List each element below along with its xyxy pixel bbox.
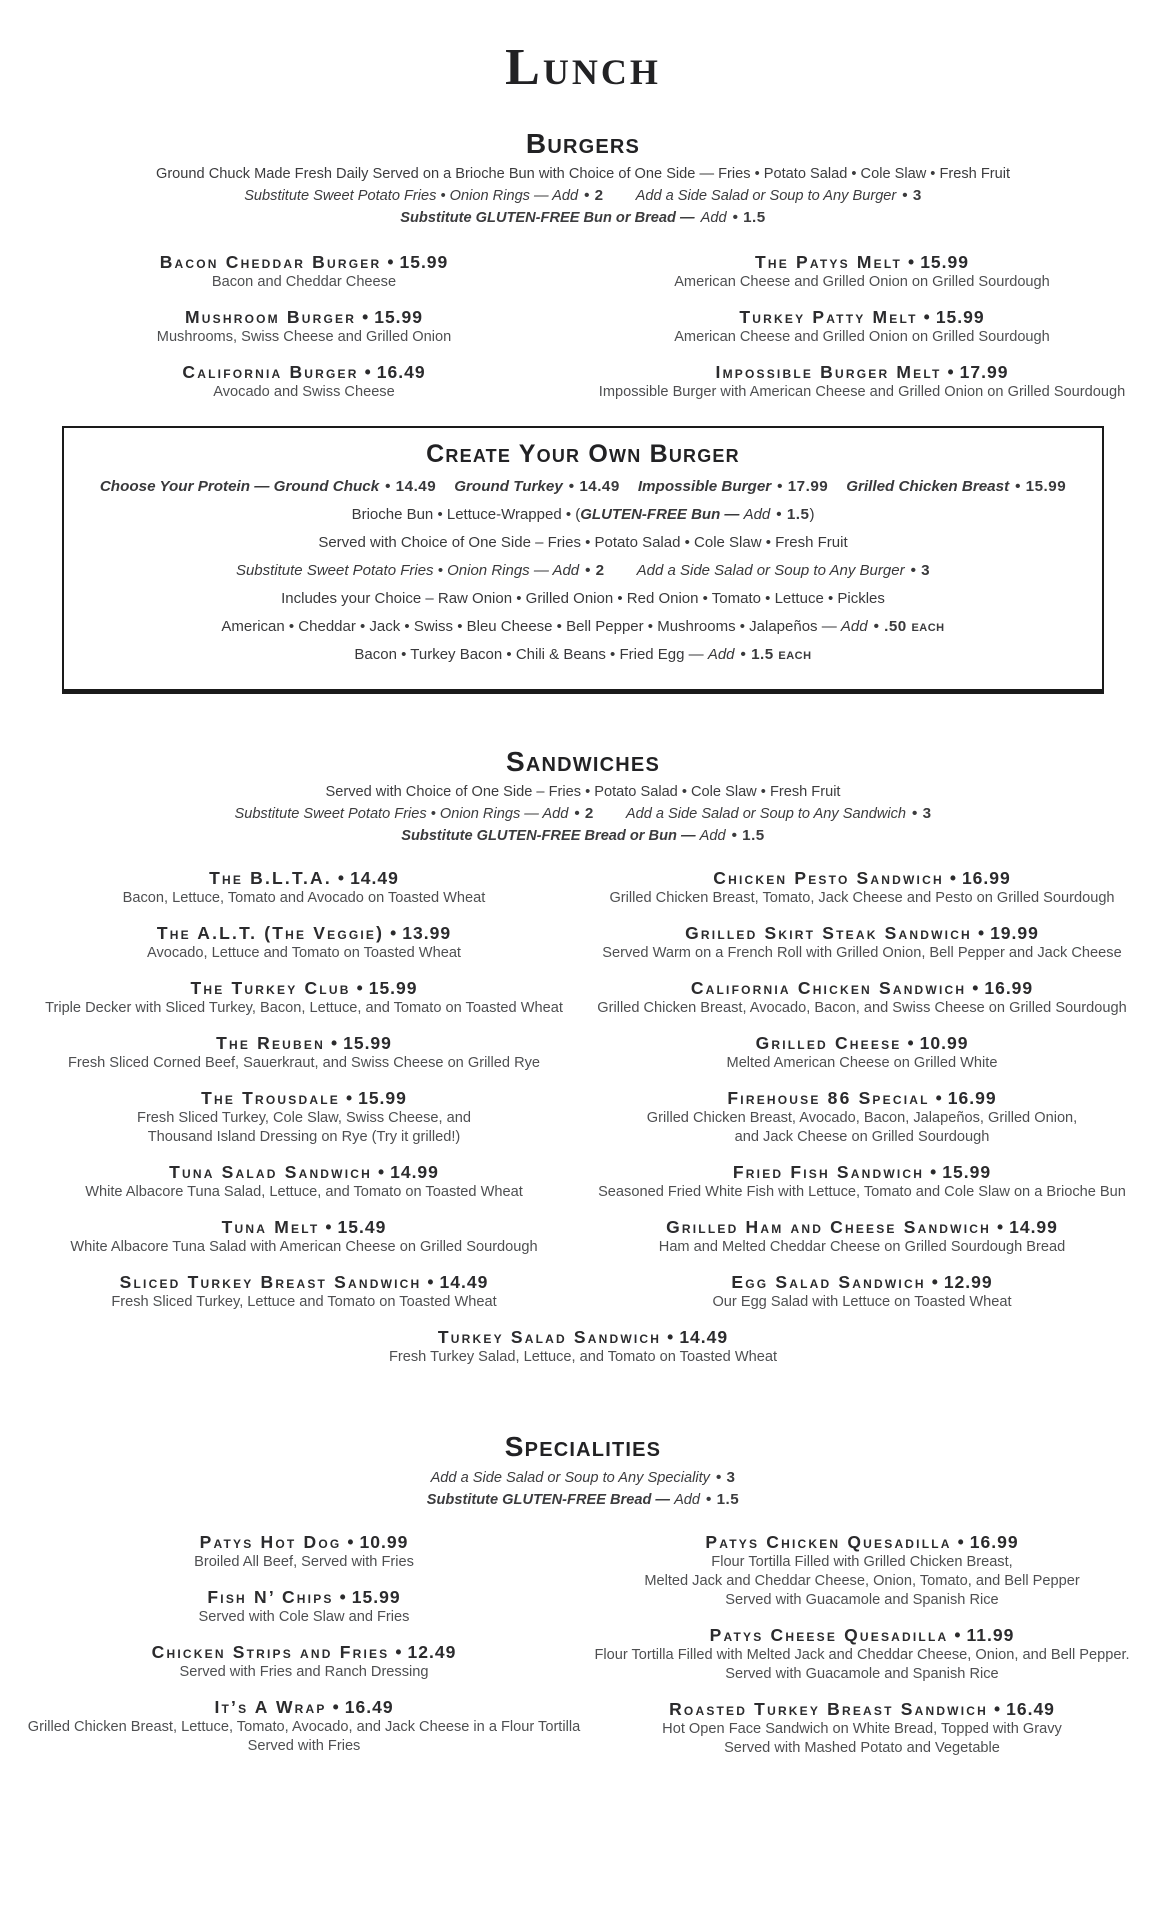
menu-item <box>25 1326 1141 1367</box>
menu-item <box>583 361 1141 402</box>
item-name: Egg Salad Sandwich <box>731 1272 926 1292</box>
item-name-price <box>25 1216 583 1238</box>
sandwiches-right-column <box>583 867 1141 1326</box>
menu-item <box>583 251 1141 292</box>
item-name-price <box>583 977 1141 999</box>
item-name: Mushroom Burger <box>184 307 357 327</box>
item-price: 15.99 <box>920 252 969 272</box>
item-description: White Albacore Tuna Salad, Lettuce, and Tomato on Toasted Wheat <box>85 1184 523 1200</box>
gluten-free-price: • 1.5 <box>706 1491 740 1508</box>
protein-price: • 17.99 <box>777 478 829 495</box>
item-name-price <box>25 1271 583 1293</box>
item-description: Mushrooms, Swiss Cheese and Grilled Onion <box>156 329 452 345</box>
price-separator: • <box>356 978 363 998</box>
item-name-price <box>25 1531 583 1553</box>
menu-item <box>583 1624 1141 1684</box>
price-separator: • <box>390 923 397 943</box>
item-name-price <box>583 361 1141 383</box>
menu-item <box>583 1531 1141 1610</box>
item-price: 15.99 <box>399 252 449 272</box>
item-name: Grilled Cheese <box>755 1033 902 1053</box>
item-description: Broiled All Beef, Served with Fries <box>194 1554 414 1570</box>
item-name: Impossible Burger Melt <box>715 362 942 382</box>
item-price: 11.99 <box>966 1625 1015 1645</box>
item-name: Patys Chicken Quesadilla <box>705 1532 952 1552</box>
item-name: Grilled Skirt Steak Sandwich <box>685 923 972 943</box>
item-price: 13.99 <box>402 923 452 943</box>
item-name: California Burger <box>182 362 359 382</box>
menu-item <box>25 1161 583 1202</box>
item-name-price <box>25 1326 1141 1348</box>
item-description: Fresh Sliced Turkey, Lettuce and Tomato on Toasted Wheat <box>111 1294 497 1310</box>
menu-item <box>583 1161 1141 1202</box>
item-price: 14.99 <box>1009 1217 1058 1237</box>
menu-item <box>583 306 1141 347</box>
premium-toppings-line <box>82 645 1084 665</box>
menu-item <box>583 922 1141 963</box>
item-name: The Patys Melt <box>755 252 903 272</box>
item-name-price <box>25 1586 583 1608</box>
add-salad-price: • 3 <box>902 187 922 204</box>
item-description: Served with Cole Slaw and Fries <box>198 1609 410 1625</box>
price-separator: • <box>977 923 985 943</box>
item-price: 19.99 <box>990 923 1039 943</box>
item-name: Chicken Pesto Sandwich <box>713 868 944 888</box>
bun-options-line <box>82 505 1084 525</box>
burgers-gluten-free-line <box>40 207 1126 229</box>
toppings-text: American • Cheddar • Jack • Swiss • Bleu Cheese • Bell Pepper • Mushrooms • Jalapeños — <box>221 618 841 635</box>
price-separator: • <box>908 252 915 272</box>
item-description: Grilled Chicken Breast, Lettuce, Tomato, Avocado, and Jack Cheese in a Flour Tortilla <box>27 1719 581 1735</box>
item-name-price <box>583 1032 1141 1054</box>
gluten-free-text: Substitute GLUTEN-FREE Bun or Bread — <box>400 210 695 226</box>
price-separator: • <box>345 1088 353 1108</box>
price-separator: • <box>947 362 954 382</box>
menu-item <box>25 1032 583 1073</box>
item-price: 15.49 <box>337 1217 387 1237</box>
item-description: Served with Fries <box>247 1738 361 1754</box>
item-description: Impossible Burger with American Cheese and Grilled Onion on Grilled Sourdough <box>598 384 1126 400</box>
item-name-price <box>25 1641 583 1663</box>
bun-options-text: Brioche Bun • Lettuce-Wrapped • ( <box>351 506 581 523</box>
specialities-add-salad-line <box>40 1467 1126 1489</box>
item-price: 17.99 <box>959 362 1009 382</box>
bun-options-close: ) <box>809 506 815 523</box>
menu-item <box>25 1216 583 1257</box>
item-description: Served with Guacamole and Spanish Rice <box>725 1666 999 1682</box>
item-description: Grilled Chicken Breast, Avocado, Bacon, and Swiss Cheese on Grilled Sourdough <box>597 1000 1127 1016</box>
specialities-gluten-free-line <box>40 1489 1126 1511</box>
price-separator: • <box>362 307 369 327</box>
item-name: California Chicken Sandwich <box>690 978 967 998</box>
substitute-fries-price: • 2 <box>574 805 594 822</box>
item-name-price <box>25 1032 583 1054</box>
price-separator: • <box>339 1587 346 1607</box>
item-price: 16.99 <box>961 868 1011 888</box>
item-name: Grilled Ham and Cheese Sandwich <box>666 1217 991 1237</box>
item-price: 16.49 <box>344 1697 394 1717</box>
gluten-free-add: Add <box>674 1492 701 1508</box>
item-description: Served Warm on a French Roll with Grilled Onion, Bell Pepper and Jack Cheese <box>602 945 1122 961</box>
add-salad-price: • 3 <box>910 562 931 579</box>
price-separator: • <box>330 1033 338 1053</box>
item-price: 16.99 <box>984 978 1034 998</box>
item-name-price <box>583 1698 1141 1720</box>
item-price: 15.99 <box>942 1162 992 1182</box>
menu-item <box>25 251 583 292</box>
burgers-left-column <box>25 251 583 416</box>
item-description: White Albacore Tuna Salad with American Cheese on Grilled Sourdough <box>70 1239 538 1255</box>
item-name: The Reuben <box>216 1033 325 1053</box>
item-name-price <box>25 922 583 944</box>
protein-price: • 15.99 <box>1015 478 1067 495</box>
item-name-price <box>25 306 583 328</box>
gluten-free-bun-add: Add <box>743 506 771 523</box>
item-price: 15.99 <box>374 307 424 327</box>
item-price: 16.99 <box>969 1532 1019 1552</box>
item-name-price <box>25 251 583 273</box>
item-description: Fresh Sliced Corned Beef, Sauerkraut, and Swiss Cheese on Grilled Rye <box>67 1055 541 1071</box>
item-price: 16.49 <box>376 362 426 382</box>
item-name: Fish N’ Chips <box>207 1587 334 1607</box>
protein-option: Grilled Chicken Breast <box>846 478 1010 495</box>
specialities-columns <box>25 1531 1141 1772</box>
item-price: 12.99 <box>943 1272 993 1292</box>
item-name-price <box>583 867 1141 889</box>
sandwiches-substitution-line <box>40 803 1126 825</box>
item-description: Flour Tortilla Filled with Melted Jack and Cheddar Cheese, Onion, and Bell Pepper. <box>594 1647 1130 1663</box>
add-salad-text: Add a Side Salad or Soup to Any Burger <box>635 188 897 204</box>
item-name-price <box>583 1271 1141 1293</box>
price-separator: • <box>907 1033 914 1053</box>
item-description: Our Egg Salad with Lettuce on Toasted Wheat <box>712 1294 1012 1310</box>
item-name: Turkey Salad Sandwich <box>437 1327 662 1347</box>
substitute-fries-text: Substitute Sweet Potato Fries • Onion Rings — Add <box>234 806 569 822</box>
menu-item <box>25 1531 583 1572</box>
burgers-substitution-line <box>40 185 1126 207</box>
substitute-fries-text: Substitute Sweet Potato Fries • Onion Rings — Add <box>244 188 579 204</box>
menu-item <box>25 1586 583 1627</box>
gluten-free-text: Substitute GLUTEN-FREE Bread — <box>426 1492 675 1508</box>
protein-option: Impossible Burger <box>637 478 772 495</box>
item-description: Served with Fries and Ranch Dressing <box>179 1664 429 1680</box>
item-name: The Trousdale <box>201 1088 340 1108</box>
item-description: Served with Mashed Potato and Vegetable <box>724 1740 1000 1756</box>
section-heading-sandwiches: Sandwiches <box>505 746 660 777</box>
protein-price: • 14.49 <box>568 478 620 495</box>
section-heading-specialities: Specialities <box>504 1431 662 1462</box>
item-price: 15.99 <box>343 1033 392 1053</box>
toppings-line <box>82 617 1084 637</box>
gluten-free-add: Add <box>699 828 726 844</box>
price-separator: • <box>931 1272 938 1292</box>
price-separator: • <box>930 1162 937 1182</box>
item-description: Grilled Chicken Breast, Avocado, Bacon, Jalapeños, Grilled Onion, <box>646 1110 1078 1126</box>
page-title: Lunch <box>505 39 661 96</box>
protein-option: Ground Turkey <box>454 478 563 495</box>
protein-price: • 14.49 <box>385 478 437 495</box>
price-separator: • <box>347 1532 354 1552</box>
gluten-free-add: Add <box>700 210 727 226</box>
item-price: 14.49 <box>350 868 399 888</box>
item-name: Firehouse 86 Special <box>727 1088 930 1108</box>
add-salad-text: Add a Side Salad or Soup to Any Speciality <box>430 1470 710 1486</box>
create-your-own-burger-box <box>62 426 1104 694</box>
add-salad-text: Add a Side Salad or Soup to Any Burger <box>636 562 905 579</box>
item-description: American Cheese and Grilled Onion on Grilled Sourdough <box>674 329 1050 345</box>
item-description: Seasoned Fried White Fish with Lettuce, Tomato and Cole Slaw on a Brioche Bun <box>598 1184 1126 1200</box>
item-name: Fried Fish Sandwich <box>732 1162 925 1182</box>
menu-item <box>25 1641 583 1682</box>
item-name-price <box>25 361 583 383</box>
burgers-columns <box>25 251 1141 416</box>
item-price: 14.49 <box>439 1272 489 1292</box>
item-name-price <box>583 306 1141 328</box>
section-heading-create-your-own: Create Your Own Burger <box>426 440 740 468</box>
gluten-free-bun-price: • 1.5 <box>776 506 810 523</box>
menu-item <box>583 1271 1141 1312</box>
menu-item <box>583 1087 1141 1147</box>
item-price: 12.49 <box>407 1642 457 1662</box>
price-separator: • <box>949 868 956 888</box>
price-separator: • <box>667 1327 674 1347</box>
item-price: 10.99 <box>919 1033 969 1053</box>
item-name-price <box>583 1216 1141 1238</box>
toppings-price: • .50 each <box>873 618 945 635</box>
item-description: Fresh Sliced Turkey, Cole Slaw, Swiss Cheese, and <box>137 1110 471 1126</box>
price-separator: • <box>395 1642 402 1662</box>
menu-item <box>25 1696 583 1756</box>
protein-label: Choose Your Protein — <box>99 478 274 495</box>
menu-item <box>583 867 1141 908</box>
menu-item <box>583 1216 1141 1257</box>
item-price: 14.49 <box>679 1327 729 1347</box>
item-name: Roasted Turkey Breast Sandwich <box>669 1699 988 1719</box>
item-name-price <box>583 1531 1141 1553</box>
section-heading-burgers: Burgers <box>525 128 641 159</box>
item-price: 10.99 <box>359 1532 409 1552</box>
price-separator: • <box>957 1532 964 1552</box>
item-name-price <box>583 251 1141 273</box>
item-price: 15.99 <box>368 978 418 998</box>
item-name: Bacon Cheddar Burger <box>159 252 382 272</box>
substitution-line <box>82 561 1084 581</box>
item-name: Chicken Strips and Fries <box>151 1642 390 1662</box>
sandwiches-intro-line: Served with Choice of One Side – Fries • Potato Salad • Cole Slaw • Fresh Fruit <box>325 784 841 800</box>
price-separator: • <box>364 362 371 382</box>
item-description: Ham and Melted Cheddar Cheese on Grilled Sourdough Bread <box>658 1239 1066 1255</box>
burgers-right-column <box>583 251 1141 416</box>
item-name: Sliced Turkey Breast Sandwich <box>119 1272 422 1292</box>
item-description: Avocado and Swiss Cheese <box>213 384 395 400</box>
item-description: Flour Tortilla Filled with Grilled Chicken Breast, <box>711 1554 1013 1570</box>
price-separator: • <box>954 1625 961 1645</box>
menu-item <box>25 361 583 402</box>
item-name-price <box>583 922 1141 944</box>
burgers-intro-line: Ground Chuck Made Fresh Daily Served on a Brioche Bun with Choice of One Side — Fries • Potato Salad • Cole Slaw • Fresh Fruit <box>155 166 1011 182</box>
item-description: Grilled Chicken Breast, Tomato, Jack Cheese and Pesto on Grilled Sourdough <box>609 890 1115 906</box>
includes-line: Includes your Choice – Raw Onion • Grilled Onion • Red Onion • Tomato • Lettuce • Pickles <box>281 590 885 607</box>
gluten-free-text: Substitute GLUTEN-FREE Bread or Bun — <box>401 828 700 844</box>
item-price: 14.99 <box>390 1162 439 1182</box>
menu-item <box>25 867 583 908</box>
substitute-fries-price: • 2 <box>584 187 604 204</box>
price-separator: • <box>377 1162 385 1182</box>
gluten-free-price: • 1.5 <box>731 827 765 844</box>
item-price: 15.99 <box>351 1587 401 1607</box>
menu-item <box>25 977 583 1018</box>
item-name-price <box>25 977 583 999</box>
price-separator: • <box>427 1272 434 1292</box>
price-separator: • <box>972 978 979 998</box>
toppings-add: Add <box>840 618 868 635</box>
price-separator: • <box>935 1088 942 1108</box>
menu-item <box>583 977 1141 1018</box>
item-name: The B.L.T.A. <box>209 868 332 888</box>
gluten-free-bun-text: GLUTEN-FREE Bun — <box>580 506 744 523</box>
menu-item <box>583 1698 1141 1758</box>
protein-option: Ground Chuck <box>273 478 380 495</box>
add-salad-price: • 3 <box>912 805 932 822</box>
specialities-right-column <box>583 1531 1141 1772</box>
item-price: 16.99 <box>947 1088 997 1108</box>
item-name: Patys Cheese Quesadilla <box>709 1625 949 1645</box>
price-separator: • <box>337 868 345 888</box>
menu-item <box>25 306 583 347</box>
price-separator: • <box>325 1217 332 1237</box>
add-salad-price: • 3 <box>715 1469 736 1486</box>
item-price: 16.49 <box>1006 1699 1055 1719</box>
item-name-price <box>583 1624 1141 1646</box>
menu-item <box>25 1271 583 1312</box>
price-separator: • <box>387 252 394 272</box>
item-name-price <box>25 1161 583 1183</box>
item-name-price <box>583 1087 1141 1109</box>
item-description: and Jack Cheese on Grilled Sourdough <box>734 1129 990 1145</box>
item-name: It’s A Wrap <box>214 1697 327 1717</box>
item-description: Bacon and Cheddar Cheese <box>211 274 397 290</box>
item-description: Served with Guacamole and Spanish Rice <box>725 1592 999 1608</box>
premium-toppings-price: • 1.5 each <box>740 646 812 663</box>
item-description: Thousand Island Dressing on Rye (Try it grilled!) <box>147 1129 461 1145</box>
item-description: Hot Open Face Sandwich on White Bread, Topped with Gravy <box>662 1721 1062 1737</box>
item-name-price <box>25 1087 583 1109</box>
item-name: Turkey Patty Melt <box>739 307 918 327</box>
menu-item <box>25 1087 583 1147</box>
item-price: 15.99 <box>358 1088 407 1108</box>
item-description: Melted American Cheese on Grilled White <box>726 1055 998 1071</box>
item-description: Fresh Turkey Salad, Lettuce, and Tomato on Toasted Wheat <box>388 1349 778 1365</box>
premium-toppings-add: Add <box>707 646 735 663</box>
menu-item <box>583 1032 1141 1073</box>
substitute-fries-text: Substitute Sweet Potato Fries • Onion Rings — Add <box>235 562 580 579</box>
item-name: Tuna Melt <box>221 1217 320 1237</box>
item-description: Bacon, Lettuce, Tomato and Avocado on Toasted Wheat <box>122 890 486 906</box>
item-price: 15.99 <box>935 307 985 327</box>
add-salad-text: Add a Side Salad or Soup to Any Sandwich <box>625 806 907 822</box>
item-name-price <box>25 1696 583 1718</box>
item-description: American Cheese and Grilled Onion on Grilled Sourdough <box>674 274 1050 290</box>
item-name-price <box>25 867 583 889</box>
menu-item <box>25 922 583 963</box>
specialities-left-column <box>25 1531 583 1772</box>
item-description: Melted Jack and Cheddar Cheese, Onion, Tomato, and Bell Pepper <box>644 1573 1080 1589</box>
premium-toppings-text: Bacon • Turkey Bacon • Chili & Beans • Fried Egg — <box>354 646 708 663</box>
sandwiches-gluten-free-line <box>40 825 1126 847</box>
item-name: The A.L.T. (The Veggie) <box>156 923 385 943</box>
price-separator: • <box>332 1697 339 1717</box>
sides-line: Served with Choice of One Side – Fries • Potato Salad • Cole Slaw • Fresh Fruit <box>318 534 848 551</box>
item-name: Patys Hot Dog <box>199 1532 342 1552</box>
substitute-fries-price: • 2 <box>585 562 605 579</box>
sandwiches-left-column <box>25 867 583 1326</box>
item-name-price <box>583 1161 1141 1183</box>
item-name: The Turkey Club <box>190 978 351 998</box>
sandwiches-columns <box>25 867 1141 1326</box>
gluten-free-price: • 1.5 <box>732 209 766 226</box>
price-separator: • <box>996 1217 1004 1237</box>
protein-options-line <box>82 477 1084 497</box>
price-separator: • <box>993 1699 1001 1719</box>
item-name: Tuna Salad Sandwich <box>169 1162 372 1182</box>
item-description: Triple Decker with Sliced Turkey, Bacon, Lettuce, and Tomato on Toasted Wheat <box>45 1000 563 1016</box>
item-description: Avocado, Lettuce and Tomato on Toasted Wheat <box>147 945 461 961</box>
price-separator: • <box>923 307 930 327</box>
